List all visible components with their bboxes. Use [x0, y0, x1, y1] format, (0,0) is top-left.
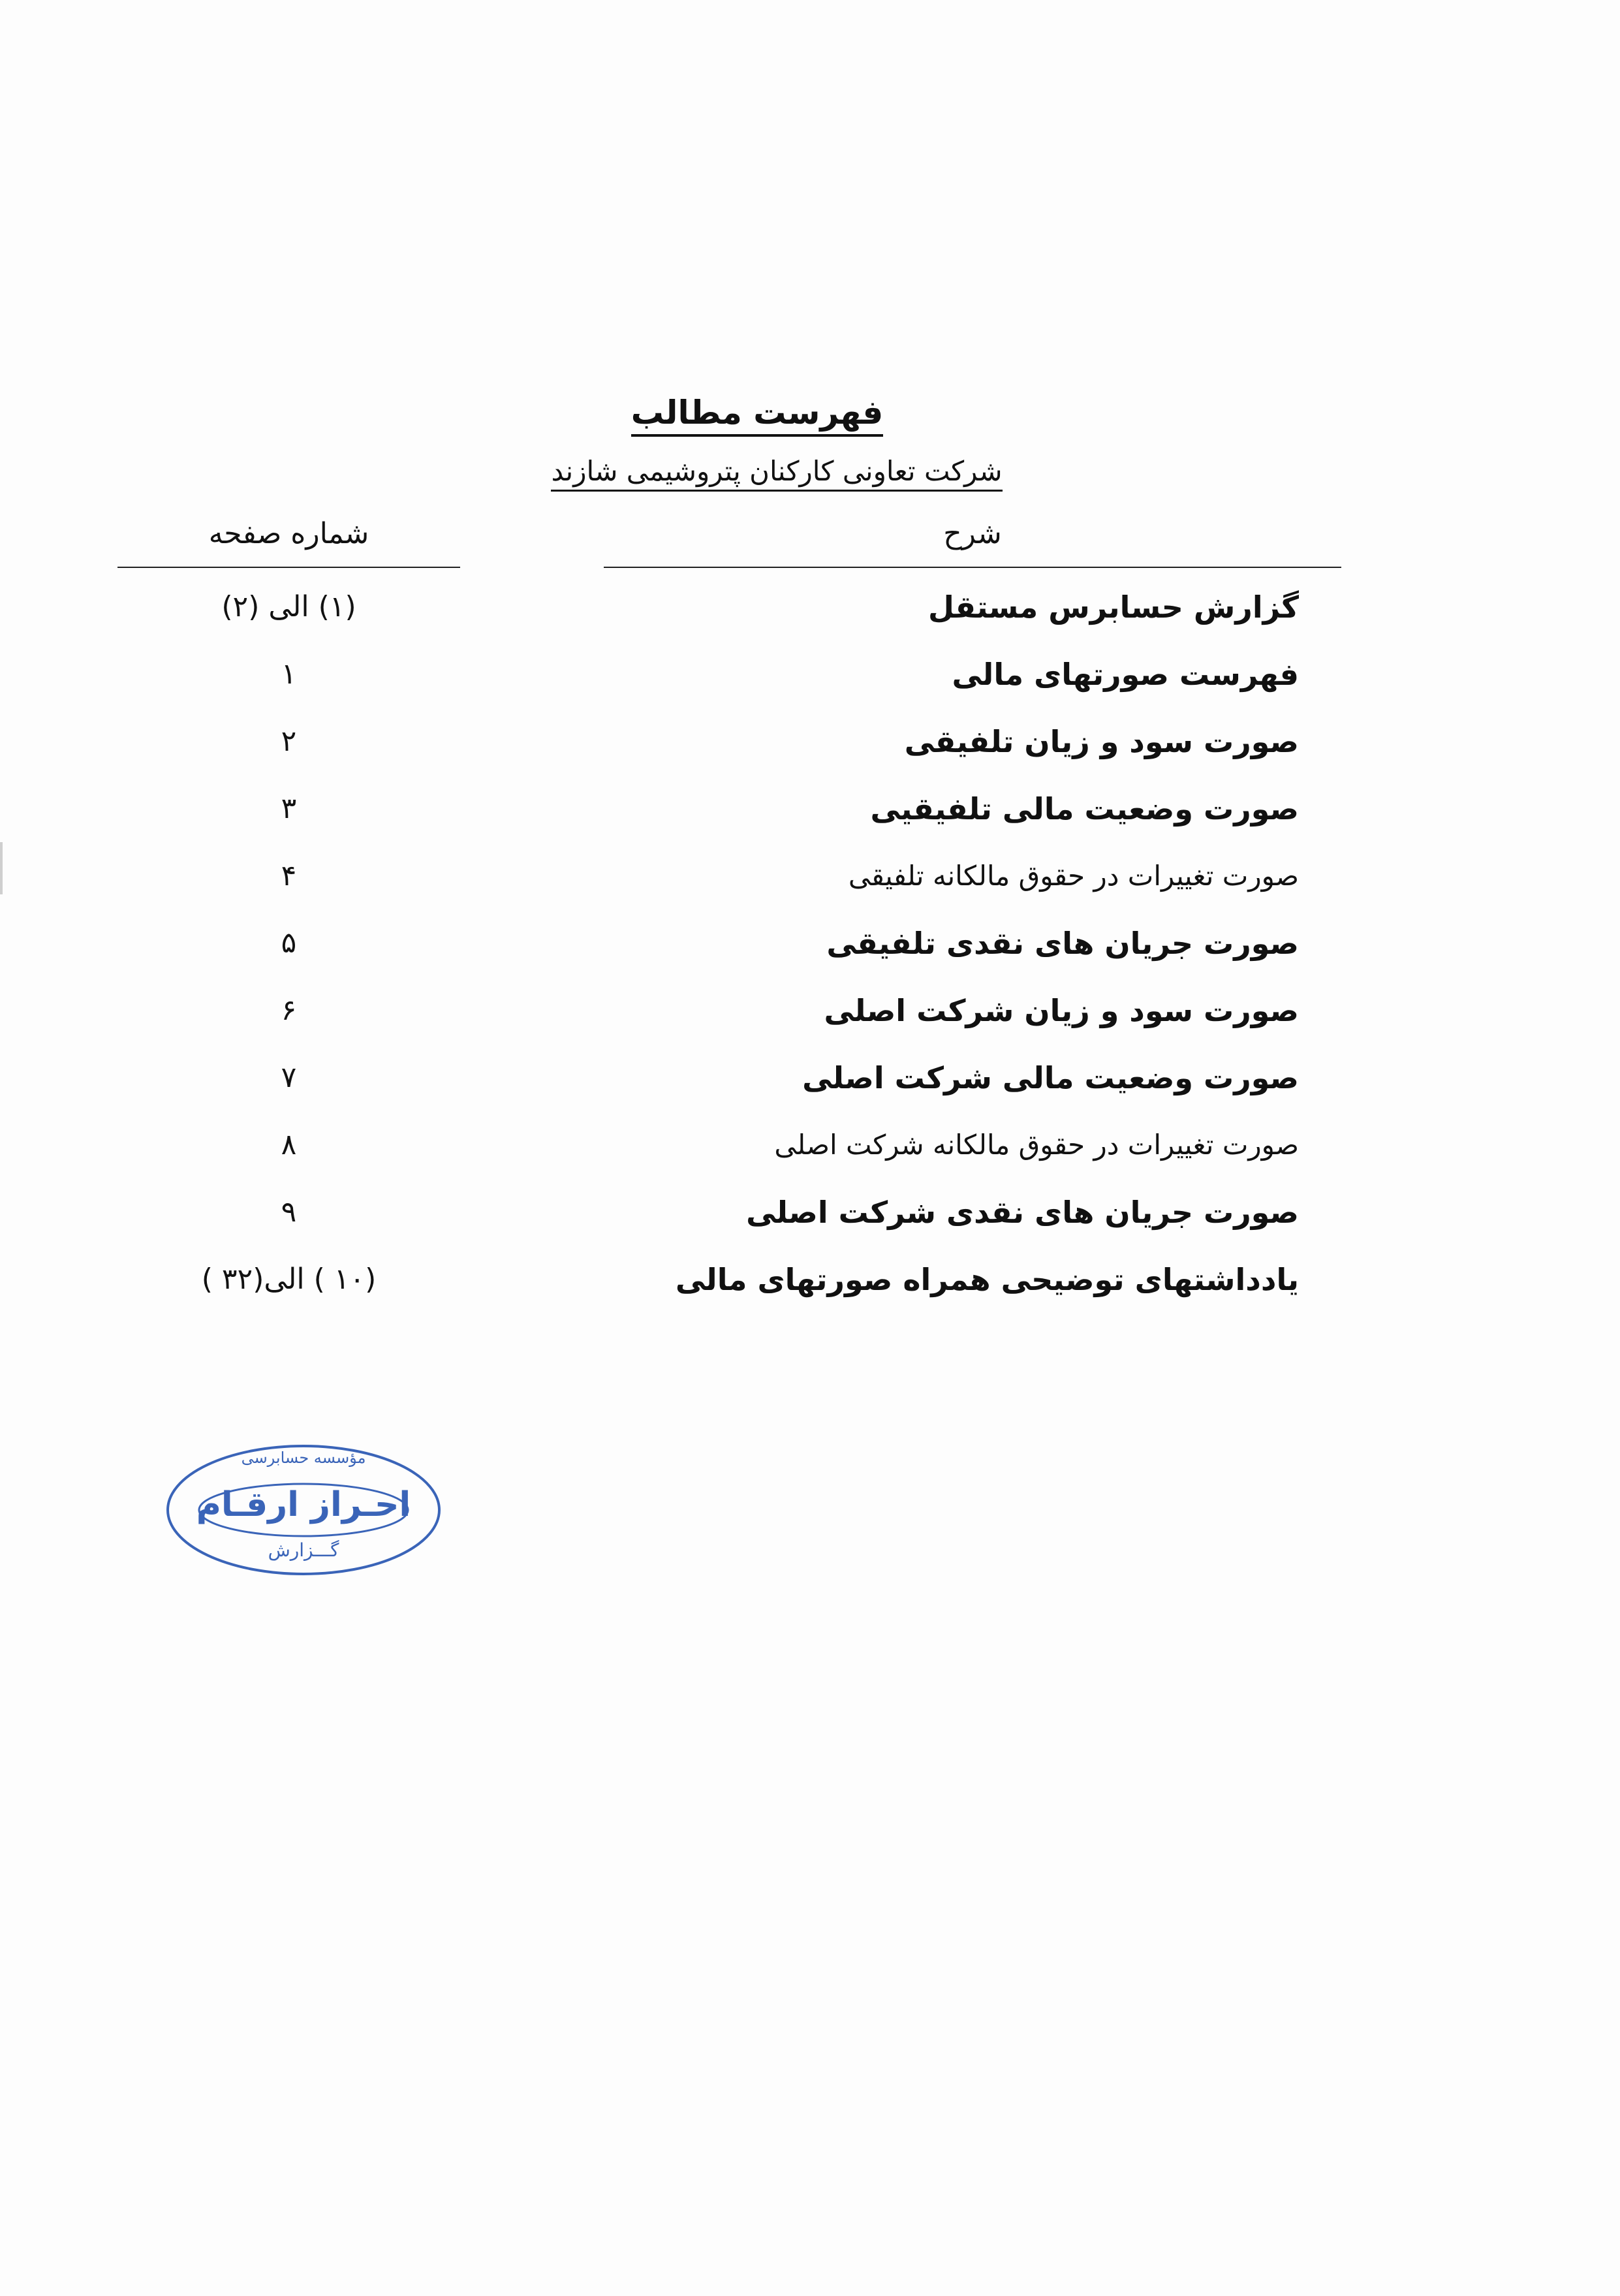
page-title-text: فهرست مطالب [631, 394, 884, 437]
page-title [627, 389, 888, 436]
audit-firm-stamp [163, 1441, 444, 1579]
scan-edge-mark [0, 842, 3, 894]
row-description: صورت جریان های نقدی تلفیقی [826, 926, 1299, 961]
description-header-rule [604, 567, 1341, 568]
row-description: یادداشتهای توضیحی همراه صورتهای مالی [675, 1262, 1299, 1297]
contents-row [117, 917, 1299, 984]
row-page-number: (۱۰ ) الی(۳۲ ) [201, 1263, 377, 1296]
company-name-text: شرکت تعاونی کارکنان پتروشیمی شازند [551, 455, 1002, 492]
contents-row [117, 984, 1299, 1052]
stamp-top-text: مؤسسه حسابرسی [241, 1449, 366, 1467]
contents-row [117, 1052, 1299, 1119]
row-page-number: ۶ [281, 994, 297, 1027]
row-page-number: ۹ [281, 1195, 297, 1229]
contents-row [117, 648, 1299, 716]
page-number-column-header: شماره صفحه [208, 517, 369, 550]
row-description: صورت سود و زیان شرکت اصلی [824, 993, 1299, 1028]
contents-list [117, 581, 1299, 1321]
row-page-number: ۸ [281, 1128, 297, 1161]
row-page-number: ۳ [281, 792, 297, 825]
contents-row [117, 783, 1299, 850]
row-description: گزارش حسابرس مستقل [928, 590, 1299, 625]
row-page-number: ۱ [281, 657, 297, 691]
stamp-firm-name: احـراز ارقـام [196, 1485, 411, 1524]
row-description: صورت تغییرات در حقوق مالکانه شرکت اصلی [774, 1129, 1299, 1161]
contents-row [117, 1253, 1299, 1321]
contents-row [117, 581, 1299, 648]
row-page-number: ۲ [281, 725, 297, 758]
contents-row [117, 716, 1299, 783]
row-description: صورت وضعیت مالی تلفیقیی [870, 791, 1299, 826]
stamp-bottom-text: گـــزارش [268, 1539, 339, 1561]
description-column-header: شرح [943, 517, 1002, 550]
row-description: صورت جریان های نقدی شرکت اصلی [746, 1195, 1299, 1230]
row-page-number: (۱) الی (۲) [221, 590, 356, 623]
page-number-header-rule [117, 567, 460, 568]
row-description: فهرست صورتهای مالی [952, 657, 1299, 692]
row-description: صورت تغییرات در حقوق مالکانه تلفیقی [848, 860, 1299, 892]
row-description: صورت سود و زیان تلفیقی [904, 724, 1299, 759]
contents-row [117, 1119, 1299, 1186]
row-page-number: ۵ [281, 926, 297, 960]
row-page-number: ۴ [281, 859, 297, 892]
row-page-number: ۷ [281, 1061, 297, 1094]
contents-row [117, 850, 1299, 917]
row-description: صورت وضعیت مالی شرکت اصلی [802, 1060, 1299, 1095]
contents-row [117, 1186, 1299, 1253]
company-name [522, 450, 1031, 492]
